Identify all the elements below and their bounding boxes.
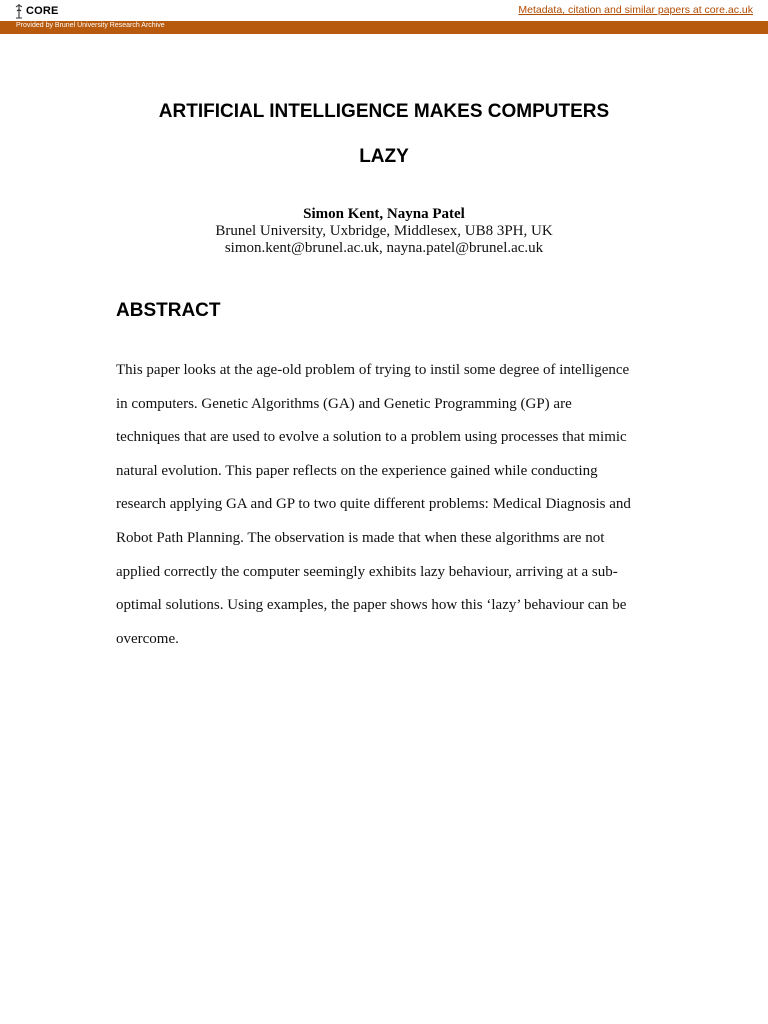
abstract-line: applied correctly the computer seemingly exhibits lazy behaviour, arriving at a sub- — [116, 563, 618, 580]
abstract-line: research applying GA and GP to two quite different problems: Medical Diagnosis and — [116, 496, 631, 513]
paper-emails: simon.kent@brunel.ac.uk, nayna.patel@brunel.ac.uk — [224, 240, 544, 256]
core-logo-text: CORE — [26, 5, 59, 17]
paper-title-line-1: ARTIFICIAL INTELLIGENCE MAKES COMPUTERS — [158, 101, 610, 122]
abstract-line: optimal solutions. Using examples, the paper shows how this ‘lazy’ behaviour can be — [116, 597, 627, 614]
abstract-line: Robot Path Planning. The observation is made that when these algorithms are not — [116, 529, 605, 546]
abstract-line: This paper looks at the age-old problem of trying to instil some degree of intelligence — [116, 362, 630, 378]
abstract-line: overcome. — [116, 630, 179, 647]
abstract-line: in computers. Genetic Algorithms (GA) and Genetic Programming (GP) are — [116, 395, 572, 412]
abstract-body — [116, 359, 661, 661]
provided-by-band — [0, 21, 768, 34]
core-metadata-link[interactable]: Metadata, citation and similar papers at core.ac.uk — [518, 4, 753, 16]
paper-authors: Simon Kent, Nayna Patel — [303, 206, 465, 222]
abstract-heading: ABSTRACT — [116, 300, 221, 321]
core-logo-icon — [14, 3, 24, 19]
abstract-line: natural evolution. This paper reflects on the experience gained while conducting — [116, 462, 598, 479]
abstract-line: techniques that are used to evolve a solution to a problem using processes that mimic — [116, 429, 627, 446]
core-logo[interactable] — [14, 3, 59, 19]
core-banner — [0, 0, 768, 22]
provided-by-text: Provided by Brunel University Research Archive — [16, 22, 165, 29]
paper-affiliation: Brunel University, Uxbridge, Middlesex, UB8 3PH, UK — [215, 223, 553, 239]
paper-title-line-2: LAZY — [359, 146, 409, 167]
